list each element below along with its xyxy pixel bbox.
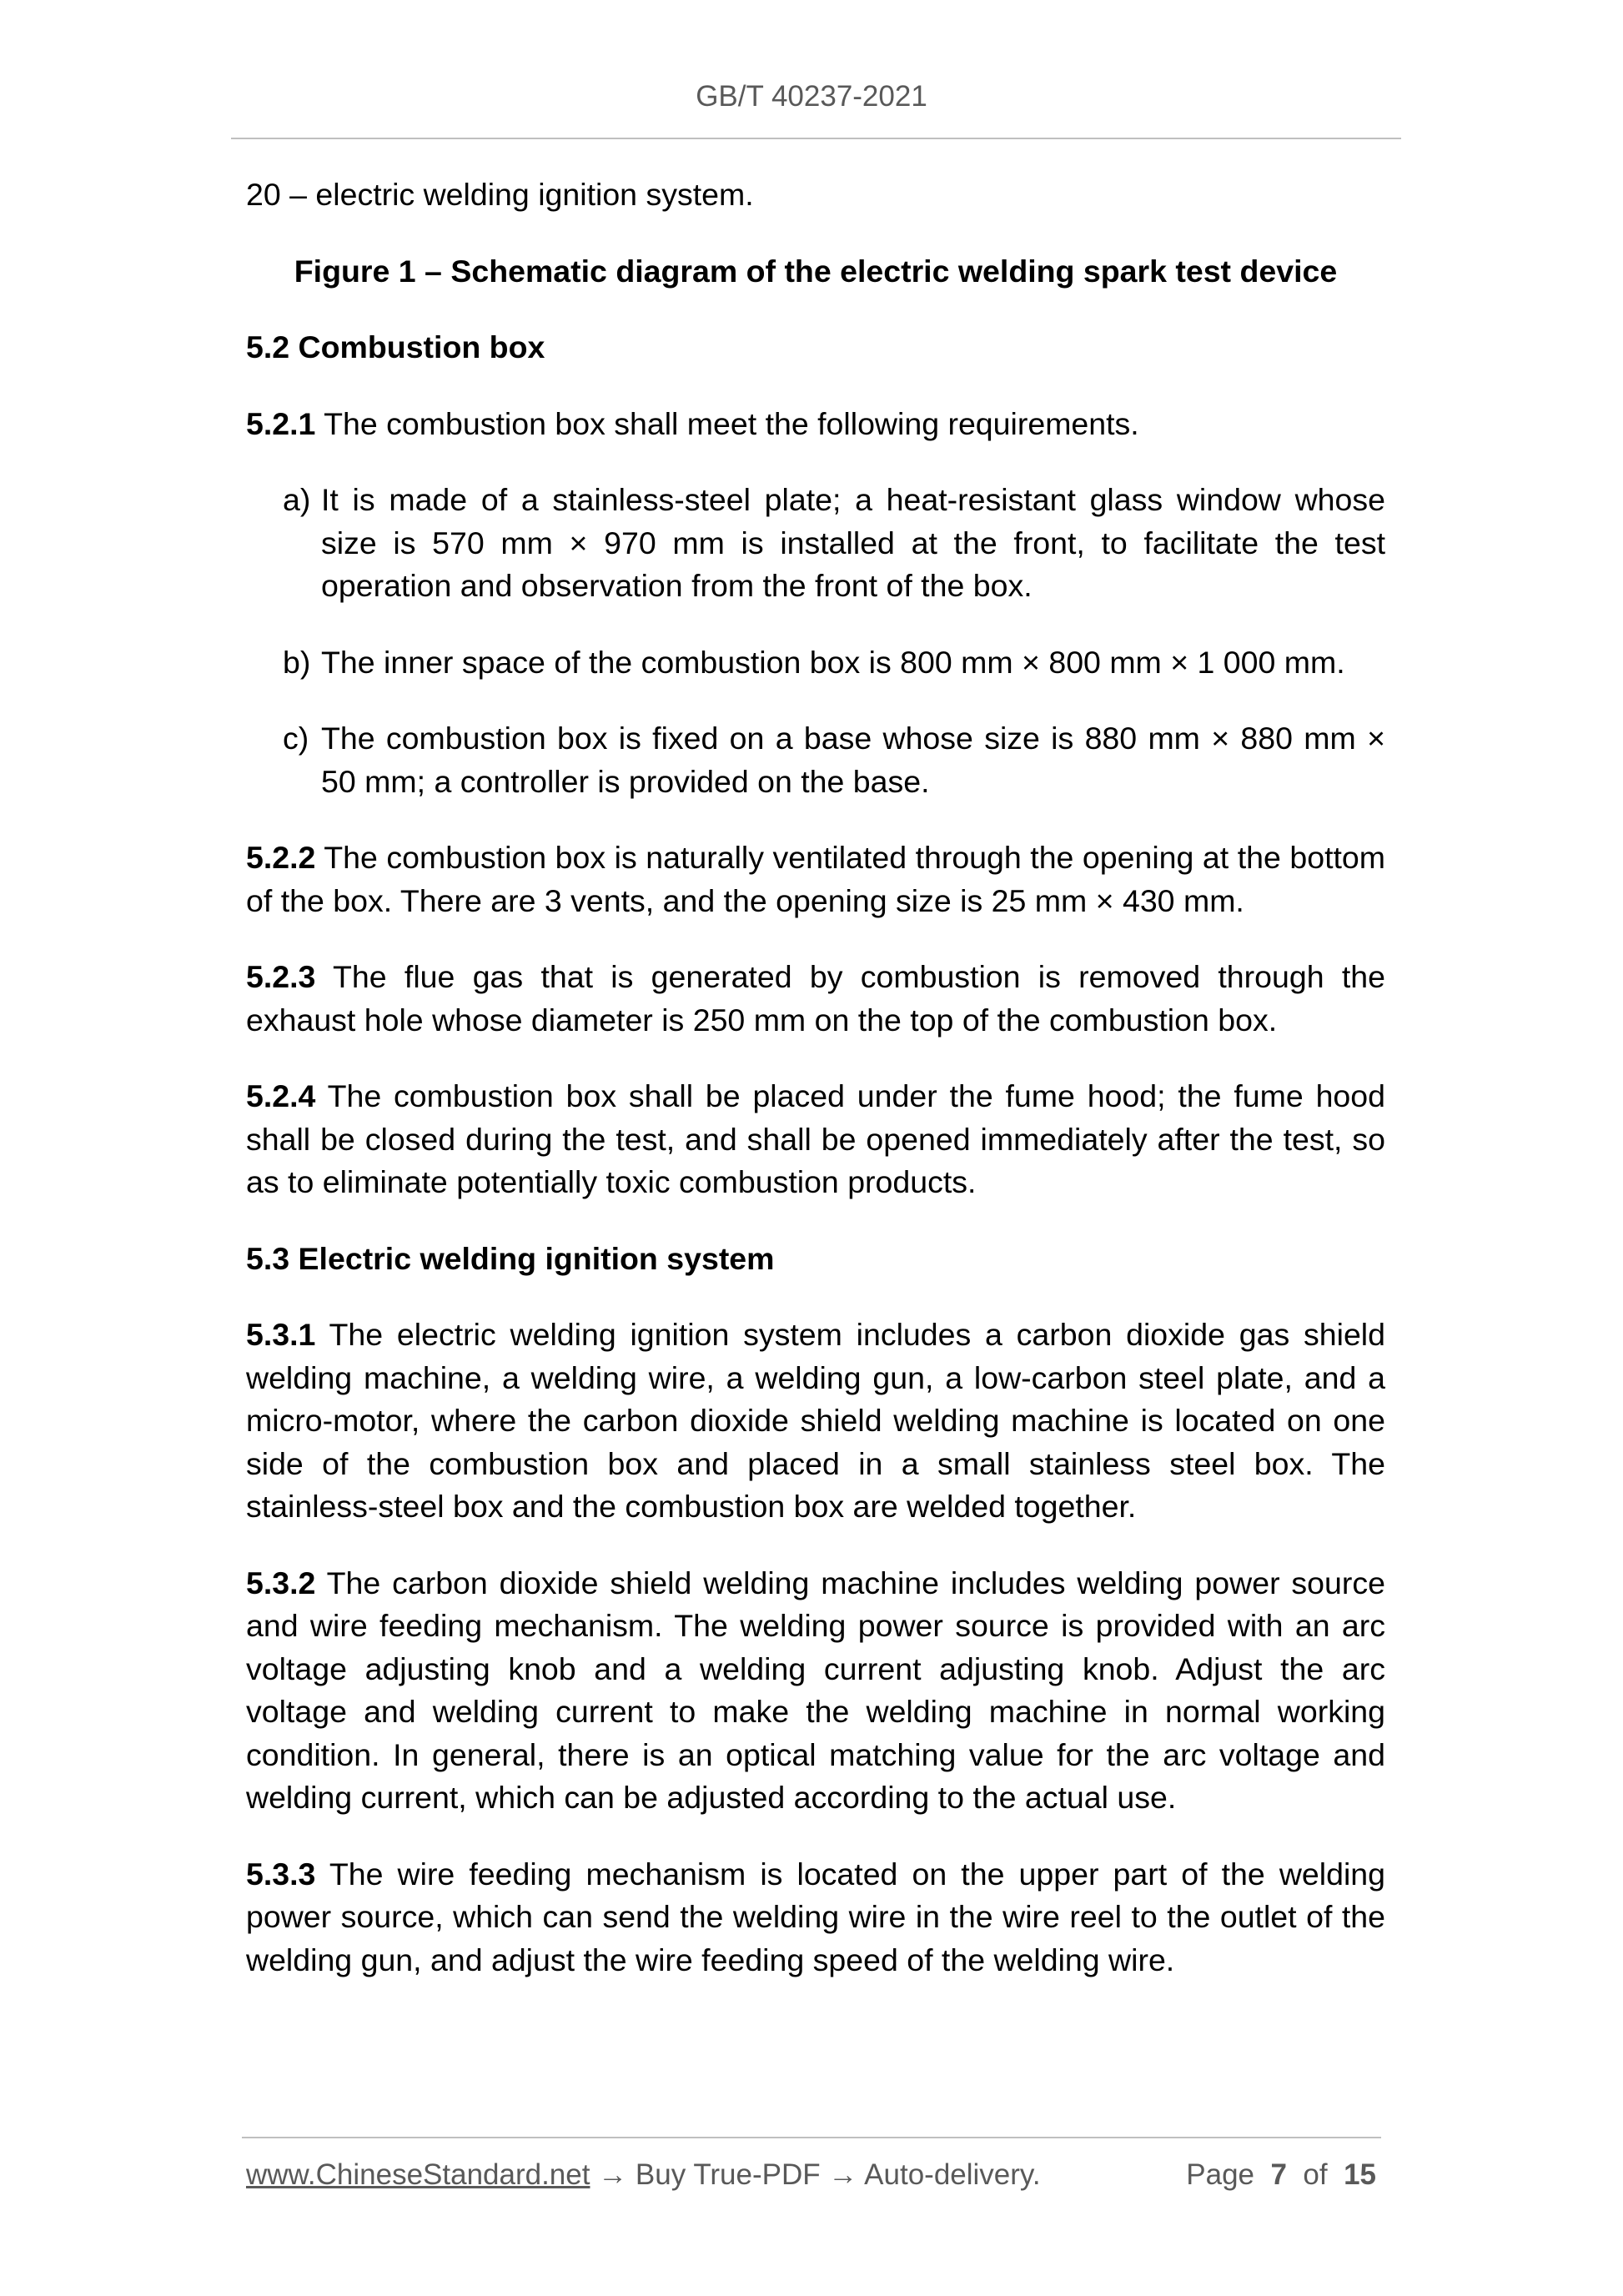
clause-number: 5.3.3 [246, 1856, 316, 1892]
clause-5-2-1 [246, 403, 1385, 446]
list-item-text: The combustion box is fixed on a base whose size is 880 mm × 880 mm × 50 mm; a controller is provided on the base. [321, 721, 1385, 799]
header-divider [231, 138, 1401, 139]
clause-text: The electric welding ignition system includes a carbon dioxide gas shield welding machine, a welding wire, a welding gun, a low-carbon steel plate, and a micro-motor, where the carbon dioxide shield welding machine is located on one side of the combustion box and placed in a small stainless steel box. The stainless-steel box and the combustion box are welded together. [246, 1317, 1385, 1524]
clause-5-3-1 [246, 1314, 1385, 1529]
clause-number: 5.3.1 [246, 1317, 316, 1352]
footer-divider [242, 2137, 1381, 2138]
page-of-label: of [1303, 2158, 1328, 2191]
list-item-letter: b) [283, 644, 311, 680]
clause-number: 5.2.2 [246, 840, 316, 875]
section-heading-5-2: 5.2 Combustion box [246, 329, 545, 364]
figure-caption: Figure 1 – Schematic diagram of the electric welding spark test device [294, 253, 1338, 289]
site-link[interactable]: www.ChineseStandard.net [246, 2158, 590, 2191]
clause-number: 5.2.3 [246, 959, 316, 994]
page-indicator [1186, 2158, 1376, 2192]
clause-text: The combustion box shall meet the following requirements. [315, 405, 1139, 441]
figure-legend-line: 20 – electric welding ignition system. [246, 177, 754, 212]
page-current: 7 [1270, 2158, 1287, 2191]
section-heading-5-3: 5.3 Electric welding ignition system [246, 1240, 775, 1276]
clause-text: The carbon dioxide shield welding machine includes welding power source and wire feeding mechanism. The welding power source is provided with an arc voltage adjusting knob and a welding current adjusting knob. Adjust the arc voltage and welding current to make the welding machine in normal working condition. In general, there is an optical matching value for the arc voltage and welding current, which can be adjusted according to the actual use. [246, 1565, 1385, 1815]
requirements-list [246, 479, 1385, 803]
clause-5-2-2 [246, 837, 1385, 922]
list-item [246, 479, 1385, 608]
page-content [246, 173, 1385, 2015]
document-code-header: GB/T 40237-2021 [696, 80, 927, 113]
list-item-text: It is made of a stainless-steel plate; a heat-resistant glass window whose size is 570 mm × 970 mm is installed at the front, to facilitate the test operation and observation from the front of the box. [321, 482, 1385, 603]
list-item-letter: c) [283, 721, 309, 756]
clause-text: The wire feeding mechanism is located on the upper part of the welding power source, which can send the welding wire in the wire reel to the outlet of the welding gun, and adjust the wire feeding speed of the welding wire. [246, 1856, 1385, 1977]
page-total: 15 [1344, 2158, 1376, 2191]
clause-number: 5.2.4 [246, 1078, 316, 1113]
clause-text: The combustion box shall be placed under the fume hood; the fume hood shall be closed during the test, and shall be opened immediately after the test, so as to eliminate potentially toxic combustion products. [246, 1078, 1385, 1199]
clause-text: The flue gas that is generated by combustion is removed through the exhaust hole whose diameter is 250 mm on the top of the combustion box. [246, 959, 1385, 1037]
footer-promo-text: → Buy True-PDF → Auto-delivery. [590, 2158, 1041, 2191]
list-item-letter: a) [283, 482, 311, 517]
clause-5-2-4 [246, 1075, 1385, 1204]
list-item [246, 641, 1385, 685]
clause-text: The combustion box is naturally ventilated through the opening at the bottom of the box. There are 3 vents, and the opening size is 25 mm × 430 mm. [246, 840, 1385, 918]
list-item [246, 717, 1385, 803]
clause-5-2-3 [246, 956, 1385, 1042]
clause-number: 5.2.1 [246, 405, 316, 441]
clause-number: 5.3.2 [246, 1565, 316, 1600]
clause-5-3-2 [246, 1562, 1385, 1820]
page-label: Page [1186, 2158, 1255, 2191]
list-item-text: The inner space of the combustion box is 800 mm × 800 mm × 1 000 mm. [321, 644, 1345, 680]
clause-5-3-3 [246, 1853, 1385, 1982]
footer-promo [246, 2158, 1041, 2192]
